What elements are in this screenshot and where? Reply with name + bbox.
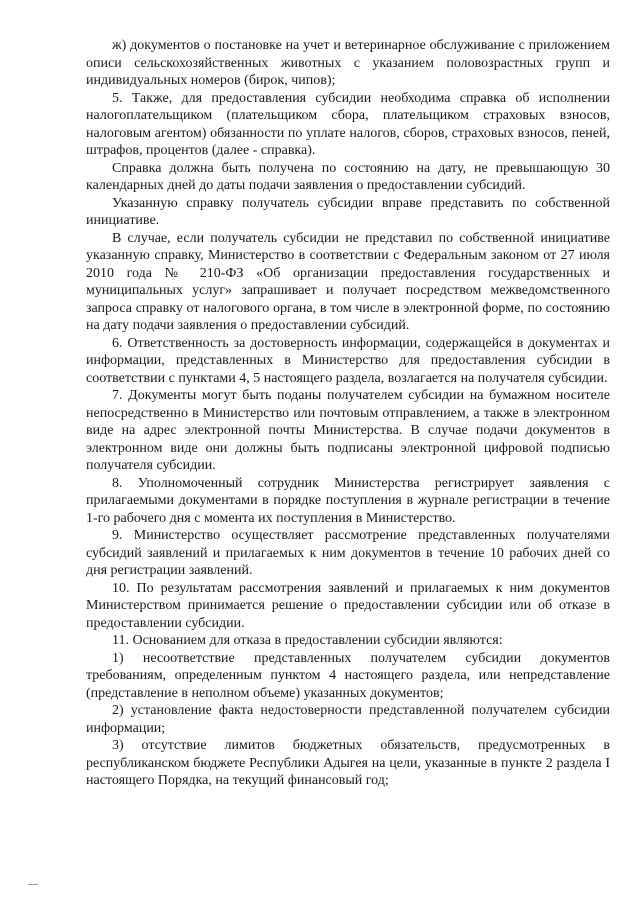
- paragraph-item-8: 8. Уполномоченный сотрудник Министерства регистрирует заявления с прилагаемыми документами в порядке поступления в журнале регистрации в течение 1-го рабочего дня с момента их поступления в Министерство.: [86, 475, 610, 526]
- paragraph-subitem-2: 2) установление факта недостоверности представленной получателем субсидии информации;: [86, 703, 610, 736]
- paragraph-item-9: 9. Министерство осуществляет рассмотрение представленных получателями субсидий заявлений и прилагаемых к ним документов в течение 10 рабочих дней со дня регистрации заявлений.: [86, 528, 610, 578]
- paragraph-interagency-request: В случае, если получатель субсидии не представил по собственной инициативе указанную справку, Министерство в соответствии с Федеральным законом от 27 июля 2010 года № 210-ФЗ «Об организации предоставления государственных и муниципальных услуг» запрашивает и получает посредством межведомственного запроса справку от налогового органа, в том числе в электронной форме, по состоянию на дату подачи заявления о предоставлении субсидий.: [86, 230, 610, 333]
- paragraph-subitem-1: 1) несоответствие представленных получателем субсидии документов требованиям, определенным пунктом 4 настоящего раздела, или непредставление (представление в неполном объеме) указанных документов;: [86, 650, 610, 701]
- paragraph-item-7: 7. Документы могут быть поданы получателем субсидии на бумажном носителе непосредственно в Министерство или почтовым отправлением, а также в электронном виде на адрес электронной почты Министерства. В случае подачи документов в электронном виде они должны быть подписаны электронной цифровой подписью получателя субсидии.: [86, 388, 610, 473]
- scan-artifact-mark: [28, 884, 38, 885]
- document-body: [86, 37, 610, 790]
- paragraph-item-zh: ж) документов о постановке на учет и ветеринарное обслуживание с приложением описи сельскохозяйственных животных с указанием половозрастных групп и индивидуальных номеров (бирок, чипов);: [86, 38, 610, 88]
- paragraph-subitem-3: 3) отсутствие лимитов бюджетных обязательств, предусмотренных в республиканском бюджете Республики Адыгея на цели, указанные в пункте 2 раздела I настоящего Порядка, на текущий финансовый год;: [86, 738, 610, 788]
- paragraph-certificate-date: Справка должна быть получена по состоянию на дату, не превышающую 30 календарных дней до даты подачи заявления о предоставлении субсидий.: [86, 160, 610, 193]
- paragraph-certificate-initiative: Указанную справку получатель субсидии вправе представить по собственной инициативе.: [86, 195, 610, 228]
- paragraph-item-10: 10. По результатам рассмотрения заявлений и прилагаемых к ним документов Министерством принимается решение о предоставлении субсидии или об отказе в предоставлении субсидии.: [86, 580, 610, 631]
- paragraph-item-11: 11. Основанием для отказа в предоставлении субсидии являются:: [112, 633, 503, 648]
- paragraph-item-6: 6. Ответственность за достоверность информации, содержащейся в документах и информации, представленных в Министерство для предоставления субсидии в соответствии с пунктами 4, 5 настоящего раздела, возлагается на получателя субсидии.: [86, 335, 610, 386]
- paragraph-item-5: 5. Также, для предоставления субсидии необходима справка об исполнении налогоплательщиком (плательщиком сбора, плательщиком страховых взносов, налоговым агентом) обязанности по уплате налогов, сборов, страховых взносов, пеней, штрафов, процентов (далее - справка).: [86, 90, 610, 158]
